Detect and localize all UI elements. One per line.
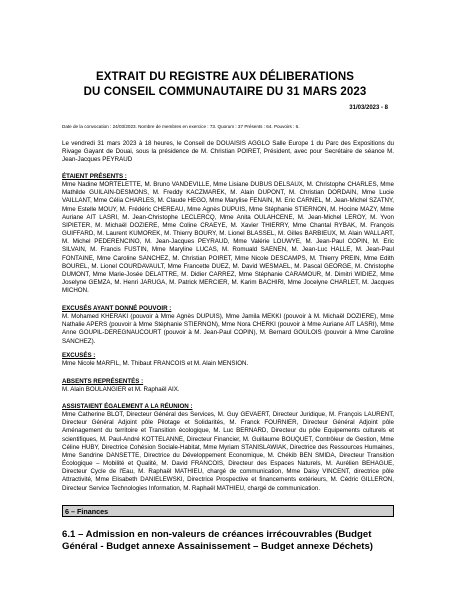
excused-list: Mme Nicole MARFIL, M. Thibaut FRANCOIS et M. Alain MENSION. — [62, 360, 249, 368]
deliberation-reference: 31/03/2023 - 8 — [349, 105, 388, 111]
title-line-2: DU CONSEIL COMMUNAUTAIRE DU 31 MARS 2023 — [83, 86, 367, 98]
proxy-heading: EXCUSÉS AYANT DONNÉ POUVOIR : — [62, 305, 172, 312]
document-title — [40, 70, 410, 100]
excused-heading: EXCUSÉS : — [62, 352, 96, 359]
proxy-list: M. Mohamed KHERAKI (pouvoir à Mme Agnès DUPUIS), Mme Jamila MEKKI (pouvoir à M. Michaël DOZIERE), Mme Nathalie APERS (pouvoir à Mme Stéphanie STIERNON), Mme Nora CHERKI (pouvoir à Mme Auriane AIT LASRI), Mme Anne GOUPIL-DEREGNAUCOURT (pouvoir à M. Jean-Paul COPIN), M. Bernard GOULOIS (pouvoir à Mme Caroline SANCHEZ). — [62, 313, 394, 345]
present-list: Mme Nadine MORTELETTE, M. Bruno VANDEVILLE, Mme Lisiane DUBUS DELSAUX, M. Christophe CHARLES, Mme Mathilde GUILAIN-DESMONS, M. Freddy KACZMAREK, M. Alain DUPONT, M. Christian DORDAIN, Mme Lucie VAILLANT, Mme Célia CHARLES, M. Claude HEGO, Mme Marylise FENAIN, M. Eric CARNEL, M. Jean-Michel SZATNY, Mme Estelle MOUY, M. Frédéric CHEREAU, Mme Agnès DUPUIS, Mme Stéphanie STIERNON, M. Hocine MAZY, Mme Auriane AIT LASRI, M. Jean-Christophe LECLERCQ, Mme Anita OULAHCENE, M. Jean-Michel LEROY, M. Yvon SIPIETER, M. Michaël DOZIERE, Mme Coline CRAEYE, M. Xavier THIERRY, Mme Chantal RYBAK, M. François GUIFFARD, M. Laurent KUMOREK, M. Thierry BOURY, M. Lionel BLASSEL, M. Gilles BARBIEUX, M. Alain WALLART, M. Michel PEDERENCINO, M. Jean-Jacques PEYRAUD, Mme Valérie LOUWYE, M. Jean-Paul COPIN, M. Eric SILVAIN, M. Francis FUSTIN, Mme Maryline LUCAS, M. Romuald SAENEN, M. Jean-Luc HALLE, M. Jean-Paul FONTAINE, Mme Caroline SANCHEZ, M. Christian POIRET, Mme Nicole DESCAMPS, M. Thierry PREIN, Mme Edith BOUREL, M. Lionel COURDAVAULT, Mme Francette DUEZ, M. David WESMAEL, M. Pascal GEORGE, M. Christophe DUMONT, Mme Marie-Josée DELATTRE, M. Didier CARREZ, Mme Stéphanie CARAMOUR, M. Dimitri WIDIEZ, Mme Joselyne GEMZA, M. Henri JARUGA, M. Patrick MERCIER, M. Karim BACHIRI, Mme Jocelyne CHARLET, M. Jacques MICHON. — [62, 181, 394, 295]
present-block — [62, 173, 394, 295]
present-heading: ÉTAIENT PRÉSENTS : — [62, 173, 127, 180]
excused-block — [62, 352, 394, 368]
absent-block — [62, 378, 394, 394]
proxy-block — [62, 305, 394, 346]
absent-heading: ABSENTS REPRÉSENTÉS : — [62, 378, 144, 385]
title-line-1: EXTRAIT DU REGISTRE AUX DÉLIBERATIONS — [96, 71, 354, 83]
attendees-list: Mme Catherine BLOT, Directeur Général des Services, M. Guy GEVAERT, Directeur Juridique, M. François LAURENT, Directeur Général Adjoint pôle Pilotage et Solidarités, M. Franck FOURNIER, Directeur Général Adjoint pôle Aménagement du territoire et Transition écologique, M. Luc BERNARD, Directeur du pôle Equipements culturels et scientifiques, M. Paul-André KOTTELANNE, Directeur Financier, M. Guillaume BOUQUET, Contrôleur de Gestion, Mme Céline HUBY, Directrice Cohésion Sociale-Habitat, Mme Myriam STANISLAWIAK, Directrice des Ressources Humaines, Mme Sandrine DANSETTE, Directrice du Développement Economique, M. Chékib BEN SMIDA, Directeur Transition Écologique – Mobilité et Qualité, M. David FRANCOIS, Directeur des Espaces Naturels, M. Aurélien BEHAGUE, Directeur Cycle de l'Eau, M. Raphaël MATHIEU, chargé de communication, Mme Daisy VINCENT, directrice pôle Attractivité, Mme Elisabeth DANIELEWSKI, Directrice Prospective et financements extérieurs, M. Cédric GILLERON, Directeur Service Technologies Information, M. Raphaël MATHIEU, chargé de communication. — [62, 411, 394, 492]
attendees-heading: ASSISTAIENT ÉGALEMENT A LA RÉUNION : — [62, 403, 193, 410]
attendees-block — [62, 403, 394, 493]
absent-list: M. Alain BOULANGIER et M. Raphaël AIX. — [62, 386, 180, 394]
intro-paragraph: Le vendredi 31 mars 2023 à 18 heures, le Conseil de DOUAISIS AGGLO Salle Europe 1 du Parc des Expositions du Rivage Gayant de Douai, sous la présidence de M. Christian POIRET, Président, avec pour Secrétaire de séance M. Jean-Jacques PEYRAUD — [62, 140, 394, 164]
subsection-title: 6.1 – Admission en non-valeurs de créances irrécouvrables (Budget Général - Budget annexe Assainissement – Budget annexe Déchets) — [62, 529, 374, 552]
convocation-meta: Date de la convocation : 24/03/2023. Nombre de membres en exercice : 73. Quorum : 37 Présents : 64. Pouvoirs : 6. — [62, 124, 300, 129]
section-header-finances: 6 – Finances — [62, 505, 394, 517]
